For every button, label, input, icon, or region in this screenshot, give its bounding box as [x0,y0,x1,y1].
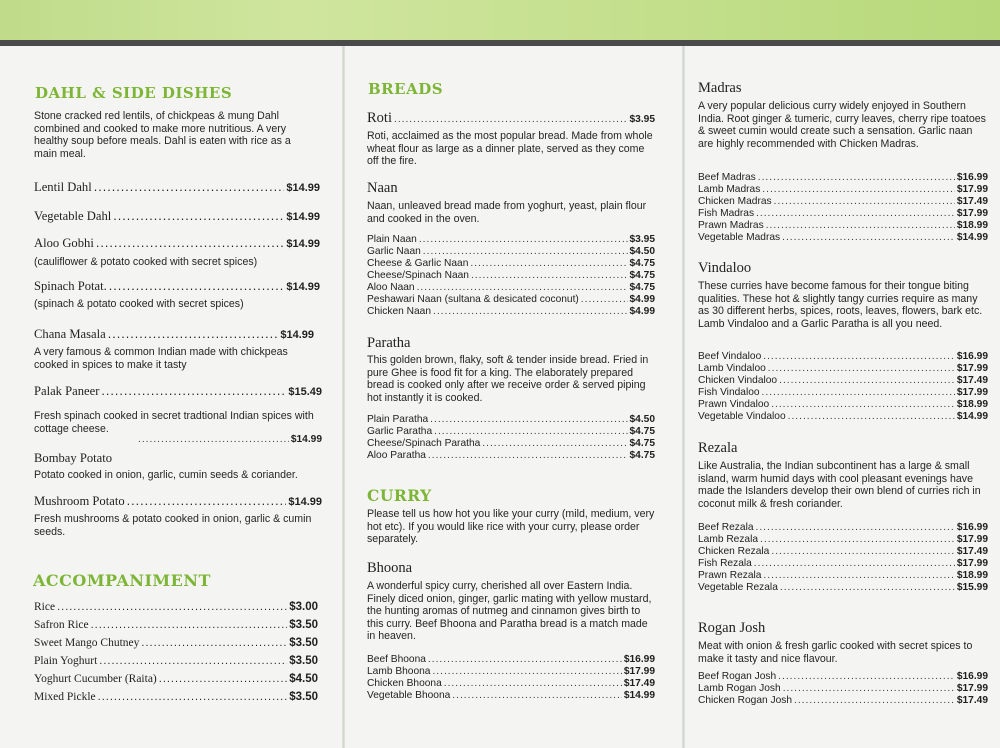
item-price: $4.75 [629,258,655,269]
subsection-title-rogan-josh: Rogan Josh [698,620,766,636]
item-price: $4.50 [629,246,655,257]
item-price: $17.99 [956,534,988,545]
item-price: $3.00 [289,601,318,613]
item-price: $18.99 [956,220,988,231]
item-description: Potato cooked in onion, garlic, cumin seeds & coriander. [34,469,298,481]
item-price: $14.99 [286,238,320,250]
menu-item [367,450,655,462]
dot-leader [430,414,627,425]
right-panel [685,46,1000,748]
menu-item [34,601,318,619]
item-name: Plain Naan [367,234,417,245]
dot-leader [763,570,954,581]
item-price: $15.49 [288,386,322,398]
menu-item [698,522,988,534]
item-name: Vegetable Bhoona [367,690,451,701]
item-price: $16.99 [956,351,988,362]
menu-item [367,306,655,318]
bhoona-list [367,654,655,702]
curry-description: Please tell us how hot you like your curry (mild, medium, very hot etc). If you would like rice with your curry, please order separately. [367,508,655,546]
dot-leader [783,683,955,694]
left-panel [0,46,340,748]
middle-panel [345,46,682,748]
dot-leader [434,426,627,437]
item-name: Chicken Rogan Josh [698,695,793,706]
item-description: A very famous & common Indian made with chickpeas cooked in spices to make it tasty [34,346,288,371]
dot-leader [419,234,628,245]
item-name: Vegetable Vindaloo [698,411,786,422]
dot-leader [428,654,622,665]
dot-leader [432,666,621,677]
item-name: Rice [34,601,56,613]
item-price: $17.49 [956,695,988,706]
menu-item-roti [367,110,655,128]
menu-item [367,270,655,282]
item-price: $3.95 [629,114,655,125]
dot-leader [760,534,955,545]
subsection-title-rezala: Rezala [698,440,738,456]
item-name: Lamb Rogan Josh [698,683,781,694]
dot-leader [444,678,622,689]
item-price: $17.99 [623,666,655,677]
item-name: Lentil Dahl [34,180,92,194]
item-name: Chicken Rezala [698,546,770,557]
menu-item [34,279,320,295]
menu-item [34,619,318,637]
dot-leader [756,208,955,219]
dot-leader [96,236,285,250]
roti-description: Roti, acclaimed as the most popular bread. Made from whole wheat flour as large as a dinner plate, served as they come off the fire. [367,130,653,168]
menu-item [34,673,318,691]
item-price: $3.50 [289,691,318,703]
dot-leader [763,351,955,362]
item-price: $14.99 [286,281,320,293]
item-name: Safron Rice [34,619,89,631]
item-price: $17.99 [956,558,988,569]
item-name: Fish Rezala [698,558,752,569]
dot-leader [94,180,285,194]
item-price: $16.99 [623,654,655,665]
item-price: $4.50 [629,414,655,425]
dot-leader [762,184,955,195]
menu-item [698,695,988,707]
item-price: $4.75 [629,270,655,281]
item-name: Aloo Naan [367,282,415,293]
item-price: $18.99 [956,399,988,410]
menu-item [698,172,988,184]
item-name: Prawn Madras [698,220,764,231]
dot-leader [470,258,627,269]
dot-leader [417,282,628,293]
dot-leader [113,209,284,223]
header-band [0,0,1000,40]
item-price: $17.49 [956,375,988,386]
item-price: $17.99 [956,208,988,219]
dot-leader [433,306,628,317]
dot-leader [778,671,955,682]
item-name: Beef Bhoona [367,654,426,665]
item-price: $17.49 [623,678,655,689]
naan-list [367,234,655,318]
dot-leader [452,690,622,701]
item-price: $17.99 [956,363,988,374]
item-name: Sweet Mango Chutney [34,637,140,649]
item-price: $16.99 [956,671,988,682]
item-price: $4.99 [629,306,655,317]
dot-leader [758,172,955,183]
dot-leader [471,270,628,281]
item-price: $4.75 [629,426,655,437]
menu-item [367,654,655,666]
menu-item [367,426,655,438]
naan-description: Naan, unleaved bread made from yoghurt, yeast, plain flour and cooked in the oven. [367,200,647,225]
menu-item [698,232,988,244]
dot-leader [91,619,288,631]
item-name: Mushroom Potato [34,494,125,508]
item-name: Chicken Madras [698,196,772,207]
dot-leader [774,196,955,207]
accompaniment-list [34,601,318,709]
item-name: Prawn Rezala [698,570,762,581]
menu-item [698,582,988,594]
item-price: $16.99 [956,522,988,533]
paratha-description: This golden brown, flaky, soft & tender inside bread. Fried in pure Ghee is food fit for a king. The elaborately prepared bread is cooked only after we receive order & served piping hot instantly it is cooked. [367,354,649,404]
bhoona-description: A wonderful spicy curry, cherished all over Eastern India. Finely diced onion, ginger, garlic mating with yellow mustard, the hunting aromas of nutmeg and cinnamon gives birth to this curry. Beef Bhoona and Paratha bread is a match made in heaven. [367,580,652,643]
item-description: (cauliflower & potato cooked with secret spices) [34,256,258,268]
item-price: $3.50 [289,619,318,631]
dot-leader [109,279,285,293]
menu-item [698,546,988,558]
item-name: Lamb Bhoona [367,666,431,677]
item-name: Mixed Pickle [34,691,96,703]
section-title-accompaniment: ACCOMPANIMENT [33,571,211,590]
item-price: $14.99 [288,496,322,508]
menu-item [367,666,655,678]
menu-item [367,690,655,702]
item-name: Spinach Potat. [34,279,107,293]
dot-leader [101,384,286,398]
item-name: Lamb Madras [698,184,761,195]
subsection-title-madras: Madras [698,80,742,96]
menu-item [698,399,988,411]
item-name: Chicken Bhoona [367,678,442,689]
item-name: Aloo Gobhi [34,236,94,250]
item-price: $14.99 [286,182,320,194]
item-price: $4.99 [629,294,655,305]
item-price: $14.99 [956,411,988,422]
item-price: $18.99 [956,570,988,581]
dot-leader [794,695,955,706]
item-name: Bombay Potato [34,451,113,465]
dot-leader [423,246,628,257]
rogan-josh-list [698,671,988,707]
menu-item [34,327,314,343]
dot-leader [141,637,287,649]
section-title-curry: CURRY [367,486,432,505]
menu-item [34,384,322,400]
menu-item [698,375,988,387]
dot-leader [771,546,954,557]
item-name: Cheese & Garlic Naan [367,258,469,269]
item-name: Beef Rogan Josh [698,671,777,682]
item-price: $3.50 [289,637,318,649]
menu-item [34,655,318,673]
item-name: Lamb Vindaloo [698,363,766,374]
item-name: Peshawari Naan (sultana & desicated coconut) [367,294,579,305]
item-price: $3.95 [629,234,655,245]
dot-leader [754,558,955,569]
dot-leader [127,494,287,508]
item-name: Chicken Naan [367,306,431,317]
menu-item [34,209,320,225]
item-name: Yoghurt Cucumber (Raita) [34,673,157,685]
dot-leader [771,399,955,410]
menu-item [698,184,988,196]
subsection-title-paratha: Paratha [367,335,411,351]
menu-item [698,220,988,232]
dot-leader [779,375,955,386]
subsection-title-vindaloo: Vindaloo [698,260,752,276]
dot-leader [98,691,288,703]
menu-item [34,180,320,196]
item-price: $4.75 [629,438,655,449]
item-name: Palak Paneer [34,384,100,398]
rogan-josh-description: Meat with onion & fresh garlic cooked with secret spices to make it tasty and nice flavour. [698,640,973,665]
menu-item [34,494,322,510]
section-title-dahl: DAHL & SIDE DISHES [35,84,233,102]
item-name: Plain Yoghurt [34,655,98,667]
menu-item [34,637,318,655]
menu-item [34,236,320,252]
menu-item [367,294,655,306]
vindaloo-list [698,351,988,423]
item-price: $17.99 [956,683,988,694]
dot-leader [756,522,955,533]
item-name: Beef Vindaloo [698,351,762,362]
dot-leader [159,673,287,685]
vindaloo-description: These curries have become famous for their tongue biting qualities. These hot & slightly tangy curries require as many as 30 different herbs, spices, roots, leaves, flowers, bark etc. Lamb Vindaloo and a Garlic Paratha is all you need. [698,280,983,330]
paratha-list [367,414,655,462]
menu-item [698,534,988,546]
menu-item [367,438,655,450]
item-description: Fresh mushrooms & potato cooked in onion, garlic & cumin seeds. [34,513,312,538]
item-price: $4.50 [289,673,318,685]
item-price: $14.99 [280,329,314,341]
rezala-description: Like Australia, the Indian subcontinent has a large & small island, warm humid days with cool pleasant evenings have made the Islanders develop their own blend of curries rich in coconut milk & fresh coriander. [698,460,981,510]
item-price: $4.75 [629,282,655,293]
item-price: $16.99 [956,172,988,183]
item-name: Fish Madras [698,208,755,219]
menu-item [698,683,988,695]
menu-item [698,208,988,220]
menu-item [367,258,655,270]
dot-leader [768,363,955,374]
menu-item [34,691,318,709]
item-price: $17.49 [956,196,988,207]
menu-item [367,246,655,258]
item-price: $14.99 [623,690,655,701]
item-description: Fresh spinach cooked in secret tradtional Indian spices with cottage cheese. [34,410,314,435]
menu-item [698,411,988,423]
menu-item [698,387,988,399]
menu-item [367,282,655,294]
dot-leader [99,655,287,667]
subsection-title-naan: Naan [367,180,398,196]
section-title-breads: BREADS [368,80,444,98]
item-name: Aloo Paratha [367,450,426,461]
dot-leader [57,601,287,613]
item-name: Vegetable Dahl [34,209,112,223]
item-name: Lamb Rezala [698,534,759,545]
rezala-list [698,522,988,594]
dot-leader [782,232,955,243]
menu-item-extra-price [136,434,322,446]
item-price: $14.99 [956,232,988,243]
menu-item [698,363,988,375]
menu-item [367,234,655,246]
dot-leader [108,327,279,341]
item-name: Cheese/Spinach Paratha [367,438,481,449]
item-name: Vegetable Rezala [698,582,778,593]
dot-leader [394,114,628,125]
dot-leader [482,438,627,449]
dahl-description: Stone cracked red lentils, of chickpeas & mung Dahl combined and cooked to make more nutritious. A very healthy soup before meals. Dahl is eaten with rice as a main meal. [34,110,291,160]
item-name: Fish Vindaloo [698,387,760,398]
menu-item [698,196,988,208]
menu-item [367,678,655,690]
madras-description: A very popular delicious curry widely enjoyed in Southern India. Root ginger & tumeric, curry leaves, cherry ripe toatoes & sweet cumin would create such a sensation. Garlic naan are highly recommended with Chicken Madras. [698,100,986,150]
item-name: Beef Madras [698,172,756,183]
dot-leader [581,294,628,305]
madras-list [698,172,988,244]
dot-leader [762,387,955,398]
item-price: $3.50 [289,655,318,667]
item-price: $15.99 [956,582,988,593]
item-name: Plain Paratha [367,414,429,425]
item-name: Beef Rezala [698,522,754,533]
dot-leader [138,434,289,445]
item-name: Chana Masala [34,327,106,341]
item-price: $17.99 [956,184,988,195]
item-price: $17.49 [956,546,988,557]
item-price: $14.99 [290,434,322,445]
dot-leader [788,411,955,422]
menu-item [698,558,988,570]
item-name: Chicken Vindaloo [698,375,778,386]
item-name: Cheese/Spinach Naan [367,270,469,281]
item-name: Garlic Naan [367,246,421,257]
item-name: Prawn Vindaloo [698,399,770,410]
item-price: $4.75 [629,450,655,461]
item-price: $17.99 [956,387,988,398]
dot-leader [428,450,628,461]
item-name: Garlic Paratha [367,426,433,437]
item-name: Vegetable Madras [698,232,781,243]
menu-item [34,451,320,467]
dot-leader [780,582,955,593]
menu-item [367,414,655,426]
subsection-title-bhoona: Bhoona [367,560,413,576]
item-description: (spinach & potato cooked with secret spices) [34,298,244,310]
menu-item [698,671,988,683]
menu-item [698,351,988,363]
menu-item [698,570,988,582]
item-price: $14.99 [286,211,320,223]
item-name: Roti [367,110,392,126]
dot-leader [766,220,955,231]
